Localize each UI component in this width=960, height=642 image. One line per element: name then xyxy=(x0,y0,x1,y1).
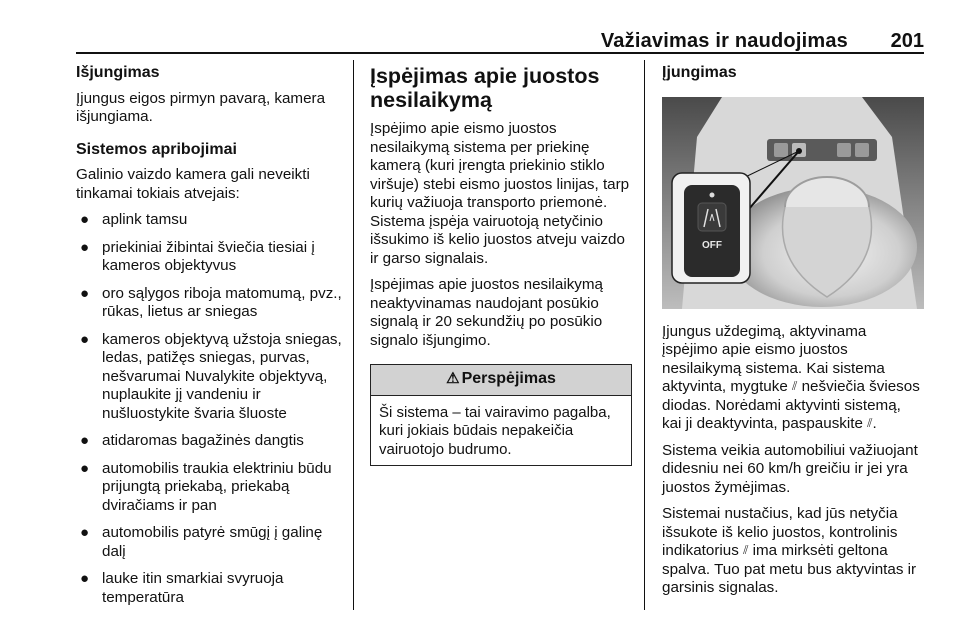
warning-triangle-icon: ⚠ xyxy=(446,370,460,387)
bullet-icon: ● xyxy=(80,432,90,449)
list-item: ● lauke itin smarkiai svyruoja temperatūra xyxy=(80,570,284,606)
list-item: ● aplink tamsu xyxy=(80,211,188,228)
warning-title: Perspėjimas xyxy=(461,370,556,387)
page-number: 201 xyxy=(890,30,924,52)
heading-lane-departure-warning: Įspėjimas apie juostos nesilaikymą xyxy=(370,64,600,112)
lane-departure-button-icon: ⫽ xyxy=(792,379,798,393)
header-rule xyxy=(76,52,924,54)
bullet-icon: ● xyxy=(80,524,90,541)
paragraph-warning-signal: Sistemai nustačius, kad jūs netyčia išsukote iš kelio juostos, kontrolinis indikatorius ⫽ ima mirksėti geltona spalva. Tuo pat metu bus aktyvintas ir garsinis signalas. xyxy=(662,505,917,596)
list-item: ● priekiniai žibintai šviečia tiesiai į kameros objektyvus xyxy=(80,238,315,274)
bullet-icon: ● xyxy=(80,459,90,477)
warning-header xyxy=(371,365,631,396)
list-item: ● kameros objektyvą užstoja sniegas, ledas, patižęs sniegas, purvas, nešvarumai Nuvalykite objektyvą, nuplaukite jį vandeniu ir nušluostykite švaria šluoste xyxy=(80,330,342,422)
paragraph-lane-departure-intro: Įspėjimo apie eismo juostos nesilaikymą sistema per priekinę kamerą (kuri įrengta priekinio stiklo viršuje) stebi eismo juostos linijas, tarp kurių važiuoja transporto priemonė. Sistema įspėja vairuotoją netyčinio išsukimo iš kelio juostos atveju vaizdo ir garso signalais. xyxy=(370,120,630,267)
list-item: ● atidaromas bagažinės dangtis xyxy=(80,432,304,449)
paragraph-lane-departure-turn-signal: Įspėjimas apie juostos nesilaikymą neaktyvinamas naudojant posūkio signalą ir 20 sekundžių po posūkio signalo išjungimo. xyxy=(370,276,603,349)
paragraph-activation: Įjungus uždegimą, aktyvinama įspėjimo apie eismo juostos nesilaikymą sistema. Kai sistema aktyvinta, mygtuke ⫽ nešviečia šviesos diodas. Norėdami aktyvinti sistemą, kai ji deaktyvinta, paspauskite ⫽. xyxy=(662,322,920,432)
bullet-icon: ● xyxy=(80,211,90,228)
paragraph-system-limits: Galinio vaizdo kamera gali neveikti tinkamai tokiais atvejais: xyxy=(76,166,310,202)
heading-switch-on: Įjungimas xyxy=(662,64,737,81)
bullet-icon: ● xyxy=(80,284,90,302)
lane-departure-indicator-icon: ⫽ xyxy=(743,543,749,557)
heading-system-limits: Sistemos apribojimai xyxy=(76,140,237,158)
heading-switch-off: Išjungimas xyxy=(76,64,160,81)
bullet-icon: ● xyxy=(80,570,90,587)
column-divider-2 xyxy=(644,60,645,610)
center-console-photo xyxy=(662,97,924,309)
warning-body: Ši sistema – tai vairavimo pagalba, kuri jokiais būdais nepakeičia vairuotojo budrumo. xyxy=(379,403,611,458)
page-header-title: Važiavimas ir naudojimas xyxy=(600,30,848,52)
off-button-label: OFF xyxy=(702,239,722,251)
lane-departure-button-icon: ⫽ xyxy=(867,416,873,430)
column-left xyxy=(76,64,344,616)
list-item: ● automobilis patyrė smūgį į galinę dalį xyxy=(80,524,323,560)
bullet-icon: ● xyxy=(80,330,90,348)
column-divider-1 xyxy=(353,60,354,610)
list-item: ● oro sąlygos riboja matomumą, pvz., rūkas, lietus ar sniegas xyxy=(80,284,342,320)
column-middle xyxy=(370,64,632,466)
column-right xyxy=(662,64,924,606)
warning-box xyxy=(370,364,632,466)
paragraph-switch-off: Įjungus eigos pirmyn pavarą, kamera išjungiama. xyxy=(76,89,326,125)
list-item: ● automobilis traukia elektriniu būdu prijungtą priekabą, priekabą dviračiams ir pan xyxy=(80,459,332,514)
limits-list xyxy=(76,211,344,607)
paragraph-operating-conditions: Sistema veikia automobiliui važiuojant didesniu nei 60 km/h greičiu ir jei yra juostos žymėjimas. xyxy=(662,441,918,496)
bullet-icon: ● xyxy=(80,238,90,256)
